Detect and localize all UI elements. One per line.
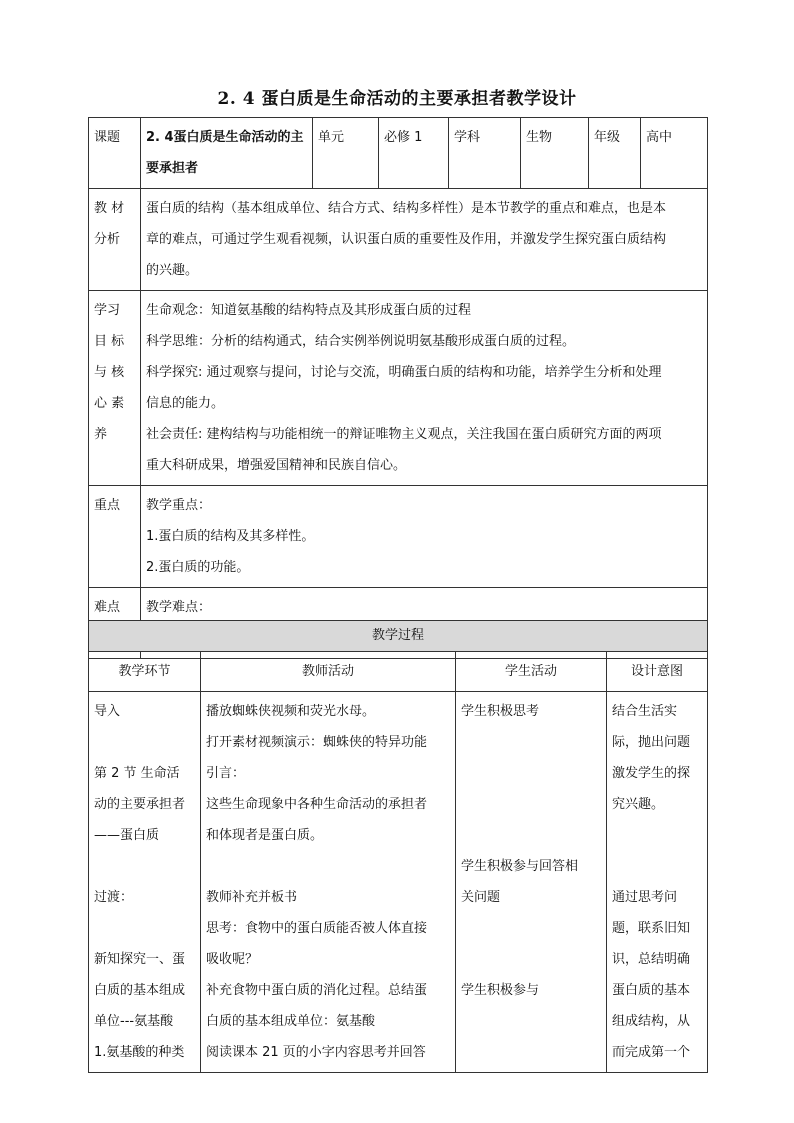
text-line: 究兴趣。 [612, 797, 665, 812]
text-line: 1.蛋白质的结构及其多样性。 [146, 529, 315, 544]
text-line: 和体现者是蛋白质。 [206, 828, 324, 843]
text-line: 导入 [94, 704, 121, 719]
text-line: 学生积极参与回答相 [461, 859, 579, 874]
text-line: 科学思维：分析的结构通式，结合实例举例说明氨基酸形成蛋白质的过程。 [146, 334, 576, 349]
process-row [89, 692, 708, 1073]
lesson-info-table [88, 117, 708, 659]
course-line: 2. 4蛋白质是生命活动的主 [146, 130, 304, 145]
text-line [461, 758, 601, 789]
text-line: 重大科研成果，增强爱国精神和民族自信心。 [146, 458, 407, 473]
text-line [206, 851, 450, 882]
text-line: 动的主要承担者 [94, 797, 186, 812]
label-line: 心 素 [94, 396, 125, 411]
text-line: 信息的能力。 [146, 396, 225, 411]
analysis-row [89, 189, 708, 291]
text-line: 结合生活实 [612, 704, 678, 719]
text-line: 的兴趣。 [146, 263, 199, 278]
label-line: 养 [94, 427, 108, 442]
grade-label: 年级 [589, 118, 641, 189]
text-line: 第 2 节 生命活 [94, 766, 180, 781]
text-line: 2.蛋白质的功能。 [146, 560, 250, 575]
label-line: 学习 [94, 303, 121, 318]
text-line: 这些生命现象中各种生命活动的承担者 [206, 797, 428, 812]
goals-row [89, 291, 708, 486]
subject-label: 学科 [449, 118, 521, 189]
text-line [461, 727, 601, 758]
text-line: 阅读课本 21 页的小字内容思考并回答 [206, 1045, 426, 1060]
course-value [141, 118, 313, 189]
text-line: 科学探究: 通过观察与提问，讨论与交流，明确蛋白质的结构和功能，培养学生分析和处理 [146, 365, 662, 380]
text-line [612, 851, 702, 882]
text-line: 激发学生的探 [612, 766, 691, 781]
text-line [94, 851, 195, 882]
text-line: 吸收呢？ [206, 952, 259, 967]
page-title: 2. 4 蛋白质是生命活动的主要承担者教学设计 [217, 89, 577, 109]
text-line [94, 727, 195, 758]
grade-value: 高中 [641, 118, 708, 189]
text-line: 1.氨基酸的种类 [94, 1045, 185, 1060]
column-header-row [89, 652, 708, 692]
text-line: 章的难点，可通过学生观看视频，认识蛋白质的重要性及作用，并激发学生探究蛋白质结构 [146, 232, 667, 247]
text-line: 通过思考问 [612, 890, 678, 905]
difficulties-label: 难点 [89, 588, 141, 659]
stage-cell [89, 692, 201, 1073]
text-line: 蛋白质的基本 [612, 983, 691, 998]
text-line: 新知探究一、蛋 [94, 952, 186, 967]
subject-value: 生物 [521, 118, 589, 189]
course-line: 要承担者 [146, 161, 199, 176]
text-line: 打开素材视频演示：蜘蛛侠的特异功能 [206, 735, 428, 750]
key-points-content [141, 486, 708, 588]
text-line [461, 820, 601, 851]
intent-cell [607, 692, 708, 1073]
text-line: 社会责任: 建构结构与功能相统一的辩证唯物主义观点，关注我国在蛋白质研究方面的两项 [146, 427, 662, 442]
text-line: 白质的基本组成 [94, 983, 186, 998]
label-line: 与 核 [94, 365, 125, 380]
text-line: 引言： [206, 766, 246, 781]
teacher-cell [201, 692, 456, 1073]
column-header: 教师活动 [201, 652, 456, 692]
goals-content [141, 291, 708, 486]
text-line: ——蛋白质 [94, 828, 160, 843]
text-line: 教师补充并板书 [206, 890, 298, 905]
text-line: 学生积极参与 [461, 983, 540, 998]
text-line: 过渡： [94, 890, 134, 905]
teaching-process-table [88, 620, 708, 1073]
text-line: 教学难点： [146, 600, 212, 615]
text-line [612, 820, 702, 851]
text-line: 白质的基本组成单位：氨基酸 [206, 1014, 376, 1029]
text-line [461, 1006, 601, 1037]
info-row [89, 118, 708, 189]
text-line: 际，抛出问题 [612, 735, 691, 750]
label-line: 分析 [94, 232, 121, 247]
text-line [461, 789, 601, 820]
key-points-row [89, 486, 708, 588]
process-header: 教学过程 [89, 621, 708, 652]
student-cell [456, 692, 607, 1073]
column-header: 设计意图 [607, 652, 708, 692]
text-line: 关问题 [461, 890, 501, 905]
label-line: 教 材 [94, 201, 125, 216]
label-line: 目 标 [94, 334, 125, 349]
text-line [94, 913, 195, 944]
text-line: 补充食物中蛋白质的消化过程。总结蛋 [206, 983, 428, 998]
text-line: 而完成第一个 [612, 1045, 691, 1060]
text-line [461, 944, 601, 975]
analysis-content [141, 189, 708, 291]
unit-value: 必修 1 [379, 118, 449, 189]
text-line: 蛋白质的结构（基本组成单位、结合方式、结构多样性）是本节教学的重点和难点，也是本 [146, 201, 667, 216]
process-header-row [89, 621, 708, 652]
column-header: 学生活动 [456, 652, 607, 692]
text-line: 题，联系旧知 [612, 921, 691, 936]
text-line: 组成结构，从 [612, 1014, 691, 1029]
text-line: 识，总结明确 [612, 952, 691, 967]
text-line: 单位---氨基酸 [94, 1014, 174, 1029]
text-line: 教学重点： [146, 498, 212, 513]
text-line [461, 1037, 601, 1068]
text-line [461, 913, 601, 944]
unit-label: 单元 [313, 118, 379, 189]
text-line: 思考：食物中的蛋白质能否被人体直接 [206, 921, 428, 936]
course-label: 课题 [89, 118, 141, 189]
key-points-label: 重点 [89, 486, 141, 588]
text-line: 学生积极思考 [461, 704, 540, 719]
text-line: 生命观念：知道氨基酸的结构特点及其形成蛋白质的过程 [146, 303, 472, 318]
text-line: 播放蜘蛛侠视频和荧光水母。 [206, 704, 376, 719]
analysis-label [89, 189, 141, 291]
column-header: 教学环节 [89, 652, 201, 692]
goals-label [89, 291, 141, 486]
